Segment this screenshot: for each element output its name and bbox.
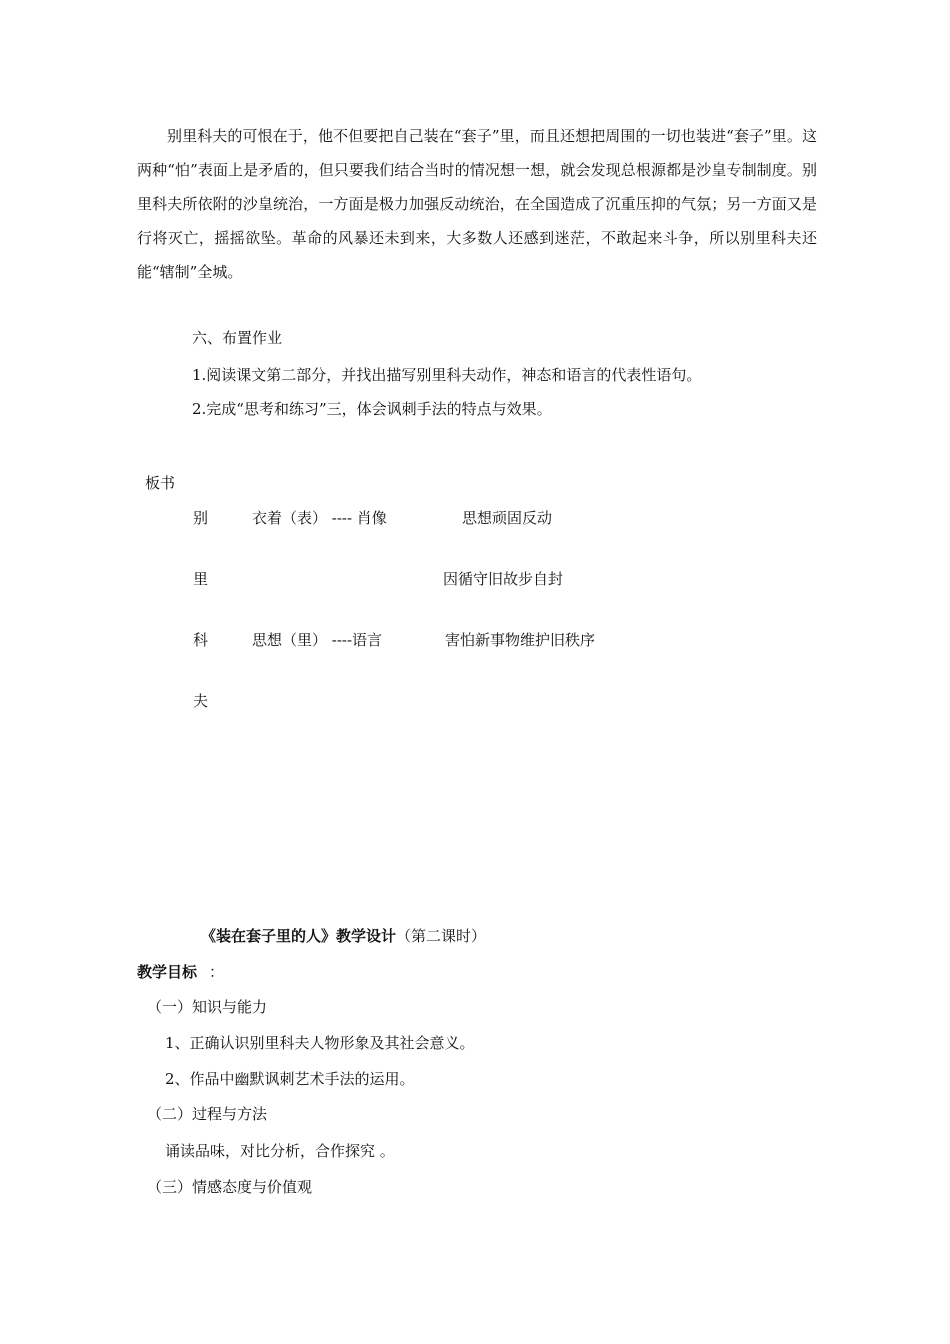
design-title xyxy=(201,926,486,946)
board-row1-mid: 衣着（表） ---- 肖像 xyxy=(252,509,387,527)
board-row2-right: 因循守旧故步自封 xyxy=(443,570,564,588)
board-name-char-4: 夫 xyxy=(193,692,209,710)
board-label: 板书 xyxy=(145,474,176,492)
board-name-char-1: 别 xyxy=(193,509,209,527)
goals-colon: ： xyxy=(209,963,225,981)
knowledge-item-1: 1、正确认识别里科夫人物形象及其社会意义。 xyxy=(165,1034,475,1052)
goals-heading xyxy=(137,962,224,982)
homework-heading: 六、布置作业 xyxy=(192,329,283,347)
knowledge-item-2: 2、作品中幽默讽刺艺术手法的运用。 xyxy=(165,1070,415,1088)
board-row1-right: 思想顽固反动 xyxy=(462,509,553,527)
goals-label: 教学目标 xyxy=(137,963,198,981)
section-process: （二）过程与方法 xyxy=(147,1105,268,1123)
board-row3-right: 害怕新事物维护旧秩序 xyxy=(445,631,596,649)
intro-paragraph: 别里科夫的可恨在于，他不但要把自己装在“套子”里，而且还想把周围的一切也装进“套子”里。这两种“怕”表面上是矛盾的，但只要我们结合当时的情况想一想，就会发现总根源都是沙皇专制制度。别里科夫所依附的沙皇统治，一方面是极力加强反动统治，在全国造成了沉重压抑的气氛；另一方面又是行将灭亡，摇摇欲坠。革命的风暴还未到来，大多数人还感到迷茫，不敢起来斗争，所以别里科夫还能“辖制”全城。 xyxy=(137,127,817,281)
section-knowledge: （一）知识与能力 xyxy=(147,998,268,1016)
section-attitude: （三）情感态度与价值观 xyxy=(147,1178,313,1196)
process-text: 诵读品味，对比分析，合作探究 。 xyxy=(165,1142,395,1160)
design-title-main: 《装在套子里的人》教学设计 xyxy=(201,927,397,945)
board-name-char-3: 科 xyxy=(193,631,209,649)
board-name-char-2: 里 xyxy=(193,570,209,588)
homework-item-2: 2.完成“思考和练习”三，体会讽刺手法的特点与效果。 xyxy=(192,400,552,418)
homework-item-1: 1.阅读课文第二部分，并找出描写别里科夫动作，神态和语言的代表性语句。 xyxy=(192,366,702,384)
design-title-sub: （第二课时） xyxy=(396,927,487,945)
board-row3-mid: 思想（里） ----语言 xyxy=(252,631,383,649)
